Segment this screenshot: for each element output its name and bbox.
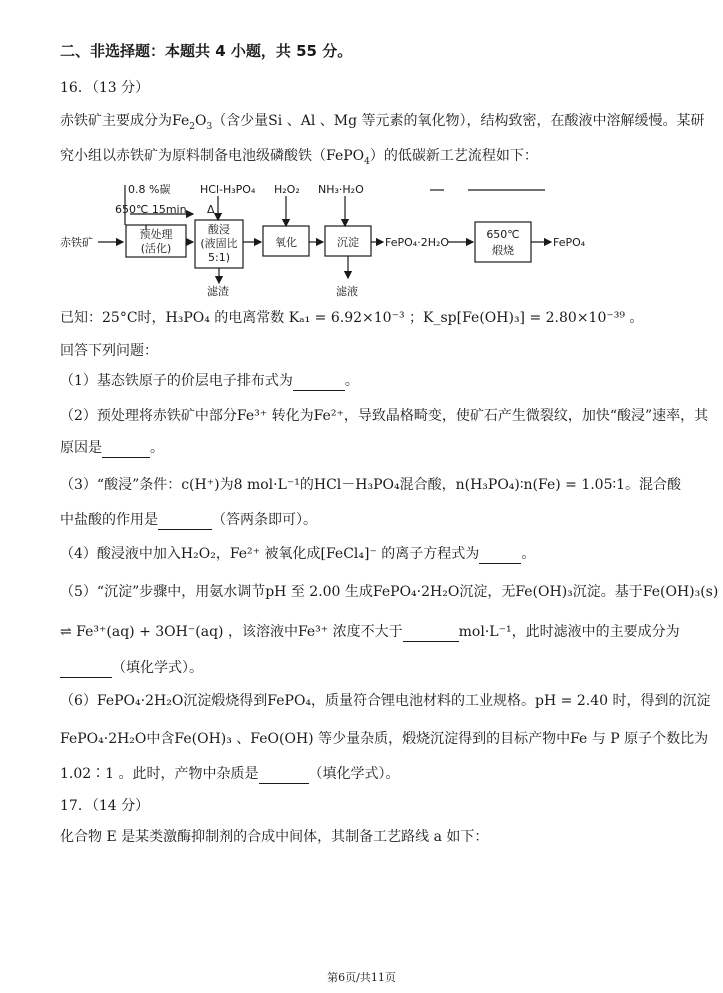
part-5-line-1: （5）“沉淀”步骤中，用氨水调节pH 至 2.00 生成FePO₄·2H₂O沉淀，无Fe(OH)₃沉淀。基于Fe(OH)₃(s): [60, 584, 719, 600]
box-acid-leach-ratio: (液固比: [200, 237, 238, 250]
part-6-text: 1.02∶1 。此时，产物中杂质是: [60, 766, 259, 782]
intermediate-product: FePO₄·2H₂O: [385, 236, 450, 249]
q16-intro-2a: 究小组以赤铁矿为原料制备电池级磷酸铁（FePO: [60, 148, 365, 164]
raw-material-hematite: 赤铁矿: [60, 236, 93, 249]
final-product: FePO₄: [553, 236, 586, 249]
part-5-text: ⇌ Fe³⁺(aq) + 3OH⁻(aq) ，该溶液中Fe³⁺ 浓度不大于: [60, 624, 403, 640]
part-1-end: 。: [344, 373, 359, 389]
q16-intro-line-2: 究小组以赤铁矿为原料制备电池级磷酸铁（FePO$_4$）的低碳新工艺流程如下：: [60, 148, 538, 167]
q16-intro-line-1: 赤铁矿主要成分为$Fe_2O_3$（含少量Si 、Al 、Mg 等元素的氧化物），结构致密，在酸液中溶解缓慢。某研: [60, 113, 705, 132]
box-oxidation: 氧化: [275, 236, 297, 249]
part-2-text: 原因是: [60, 440, 102, 456]
condition-temperature-time: 650℃ 15min: [115, 203, 187, 216]
part-3-line-2: [60, 512, 317, 530]
part-1: [60, 373, 359, 391]
part-2-line-1: （2）预处理将赤铁矿中部分Fe³⁺ 转化为Fe²⁺，导致晶格畸变，使矿石产生微裂纹，加快“酸浸”速率，其: [60, 408, 709, 424]
part-3-end: （答两条即可）。: [212, 512, 317, 528]
part-6-end: （填化学式）。: [308, 766, 400, 782]
reagent-ammonia: NH₃·H₂O: [318, 183, 364, 196]
reagent-h2o2: H₂O₂: [274, 183, 300, 196]
output-filtrate: 滤液: [336, 285, 358, 298]
answer-prompt: 回答下列问题：: [60, 343, 158, 359]
box-acid-leach-label: 酸浸: [208, 223, 230, 236]
part-4-end: 。: [521, 546, 536, 562]
answer-blank[interactable]: [259, 766, 309, 784]
part-5-line-2: [60, 624, 680, 642]
known-constants: 已知：25°C时，H₃PO₄ 的电离常数 Kₐ₁ = 6.92×10⁻³ ；K_sp[Fe(OH)₃] = 2.80×10⁻³⁹ 。: [60, 310, 644, 326]
q17-intro: 化合物 E 是某类激酶抑制剂的合成中间体，其制备工艺路线 a 如下：: [60, 829, 489, 845]
part-4-text: （4）酸浸液中加入H₂O₂，Fe²⁺ 被氧化成[FeCl₄]⁻ 的离子方程式为: [60, 546, 480, 562]
reagent-carbon: 0.8 %碳: [128, 183, 171, 196]
box-precipitation: 沉淀: [337, 236, 359, 249]
reagent-hcl-h3po4: HCl-H₃PO₄: [200, 183, 256, 196]
box-acid-leach-ratio-value: 5:1): [208, 251, 230, 264]
answer-blank[interactable]: [293, 373, 345, 391]
q16-intro-2b: ）的低碳新工艺流程如下：: [369, 148, 538, 164]
answer-blank[interactable]: [60, 660, 112, 678]
part-3-text: 中盐酸的作用是: [60, 512, 158, 528]
answer-blank[interactable]: [403, 624, 459, 642]
part-3-line-1: （3）“酸浸”条件：c(H⁺)为8 mol·L⁻¹的HCl－H₃PO₄混合酸，n(H₃PO₄)∶n(Fe) = 1.05∶1。混合酸: [60, 477, 682, 493]
question-17-header: 17．（14 分）: [60, 798, 150, 814]
box-pretreatment-sublabel: (活化): [140, 242, 172, 255]
answer-blank[interactable]: [158, 512, 212, 530]
part-6-line-3: [60, 766, 400, 784]
part-5-mid: mol·L⁻¹，此时滤液中的主要成分为: [458, 624, 680, 640]
box-calcination-label: 煅烧: [492, 244, 514, 257]
part-2-end: 。: [150, 440, 164, 456]
answer-blank[interactable]: [479, 546, 521, 564]
question-16-header: 16．（13 分）: [60, 80, 150, 96]
part-5-line-3: [60, 660, 203, 678]
answer-blank[interactable]: [102, 440, 150, 458]
section-title: 二、非选择题：本题共 4 小题，共 55 分。: [60, 42, 353, 60]
page-footer: 第6页/共11页: [327, 971, 396, 984]
part-6-line-2: FePO₄·2H₂O中含Fe(OH)₃ 、FeO(OH) 等少量杂质，煅烧沉淀得到的目标产物中Fe 与 P 原子个数比为: [60, 731, 709, 747]
output-residue: 滤渣: [207, 285, 229, 298]
process-flow-diagram: [60, 180, 600, 298]
q16-intro-1b: （含少量Si 、Al 、Mg 等元素的氧化物），结构致密，在酸液中溶解缓慢。某研: [212, 113, 705, 129]
box-calcination-temp: 650℃: [486, 228, 520, 241]
part-4: [60, 546, 535, 564]
condition-heat: Δ: [207, 203, 215, 216]
part-5-end: （填化学式）。: [112, 660, 203, 676]
part-2-line-2: [60, 440, 164, 458]
q16-intro-1a: 赤铁矿主要成分为Fe: [60, 113, 190, 129]
part-1-text: （1）基态铁原子的价层电子排布式为: [60, 373, 293, 389]
box-pretreatment-label: 预处理: [139, 228, 173, 241]
part-6-line-1: （6）FePO₄·2H₂O沉淀煅烧得到FePO₄，质量符合锂电池材料的工业规格。pH = 2.40 时，得到的沉淀: [60, 693, 711, 709]
